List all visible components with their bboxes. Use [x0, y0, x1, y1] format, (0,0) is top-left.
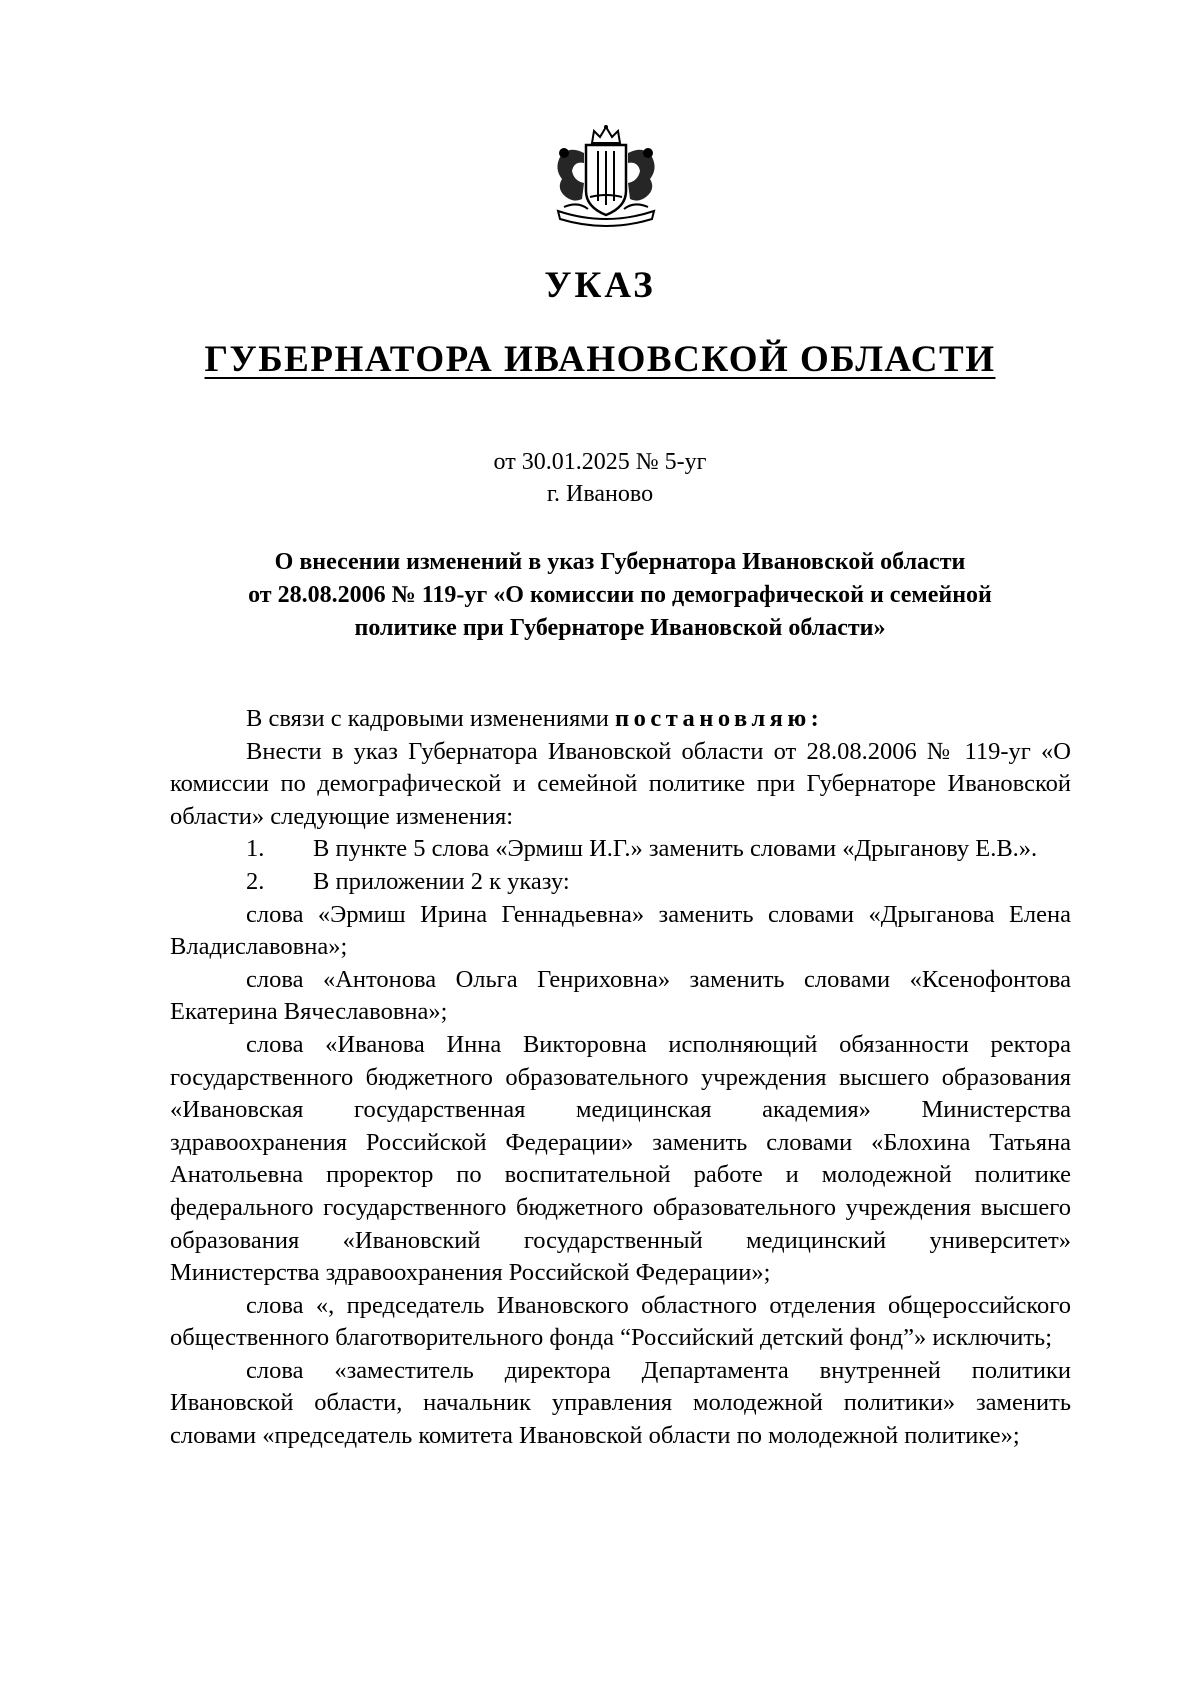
issuer-text: ГУБЕРНАТОРА ИВАНОВСКОЙ ОБЛАСТИ	[204, 339, 996, 380]
document-body	[170, 703, 1071, 1453]
subject-line: О внесении изменений в указ Губернатора Ивановской области	[274, 549, 966, 575]
intro-text: В связи с кадровыми изменениями	[246, 705, 615, 732]
resolve-word: постановляю:	[614, 705, 824, 732]
document-issuer	[0, 338, 1200, 382]
coat-of-arms-icon	[548, 123, 664, 227]
item-1	[170, 833, 1071, 866]
item-number: 1.	[246, 835, 265, 863]
item-text: В пункте 5 слова «Эрмиш И.Г.» заменить словами «Дрыганову Е.В.».	[313, 835, 1038, 863]
item-number: 2.	[246, 867, 265, 895]
item-text: В приложении 2 к указу:	[313, 867, 570, 895]
intro-paragraph	[170, 703, 1071, 736]
subject-line: от 28.08.2006 № 119-уг «О комиссии по демографической и семейной	[248, 582, 992, 608]
change-paragraph: слова «заместитель директора Департамента внутренней политики Ивановской области, начальник управления молодежной политики» заменить словами «председатель комитета Ивановской области по молодежной политике»;	[170, 1356, 1071, 1450]
city: г. Иваново	[546, 481, 654, 507]
date-number: от 30.01.2025 № 5-уг	[493, 449, 707, 475]
document-subject	[170, 546, 1070, 645]
change-paragraph: слова «Антонова Ольга Генриховна» заменить словами «Ксенофонтова Екатерина Вячеславовна»;	[170, 965, 1071, 1026]
subject-line: политике при Губернаторе Ивановской области»	[354, 615, 886, 641]
change-paragraph: слова «, председатель Ивановского областного отделения общероссийского общественного благотворительного фонда “Российский детский фонд”» исключить;	[170, 1291, 1071, 1352]
change-paragraph: слова «Эрмиш Ирина Геннадьевна» заменить словами «Дрыганова Елена Владиславовна»;	[170, 900, 1071, 961]
main-paragraph: Внести в указ Губернатора Ивановской области от 28.08.2006 № 119-уг «О комиссии по демографической и семейной политике при Губернаторе Ивановской области» следующие изменения:	[170, 737, 1071, 830]
document-title: УКАЗ	[544, 265, 656, 306]
item-2	[170, 866, 1071, 899]
document-meta	[0, 446, 1200, 510]
change-paragraph: слова «Иванова Инна Викторовна исполняющий обязанности ректора государственного бюджетного образовательного учреждения высшего образования «Ивановская государственная медицинская академия» Министерства здравоохранения Российской Федерации» заменить словами «Блохина Татьяна Анатольевна проректор по воспитательной работе и молодежной политике федерального государственного бюджетного образовательного учреждения высшего образования «Ивановский государственный медицинский университет» Министерства здравоохранения Российской Федерации»;	[170, 1030, 1071, 1287]
